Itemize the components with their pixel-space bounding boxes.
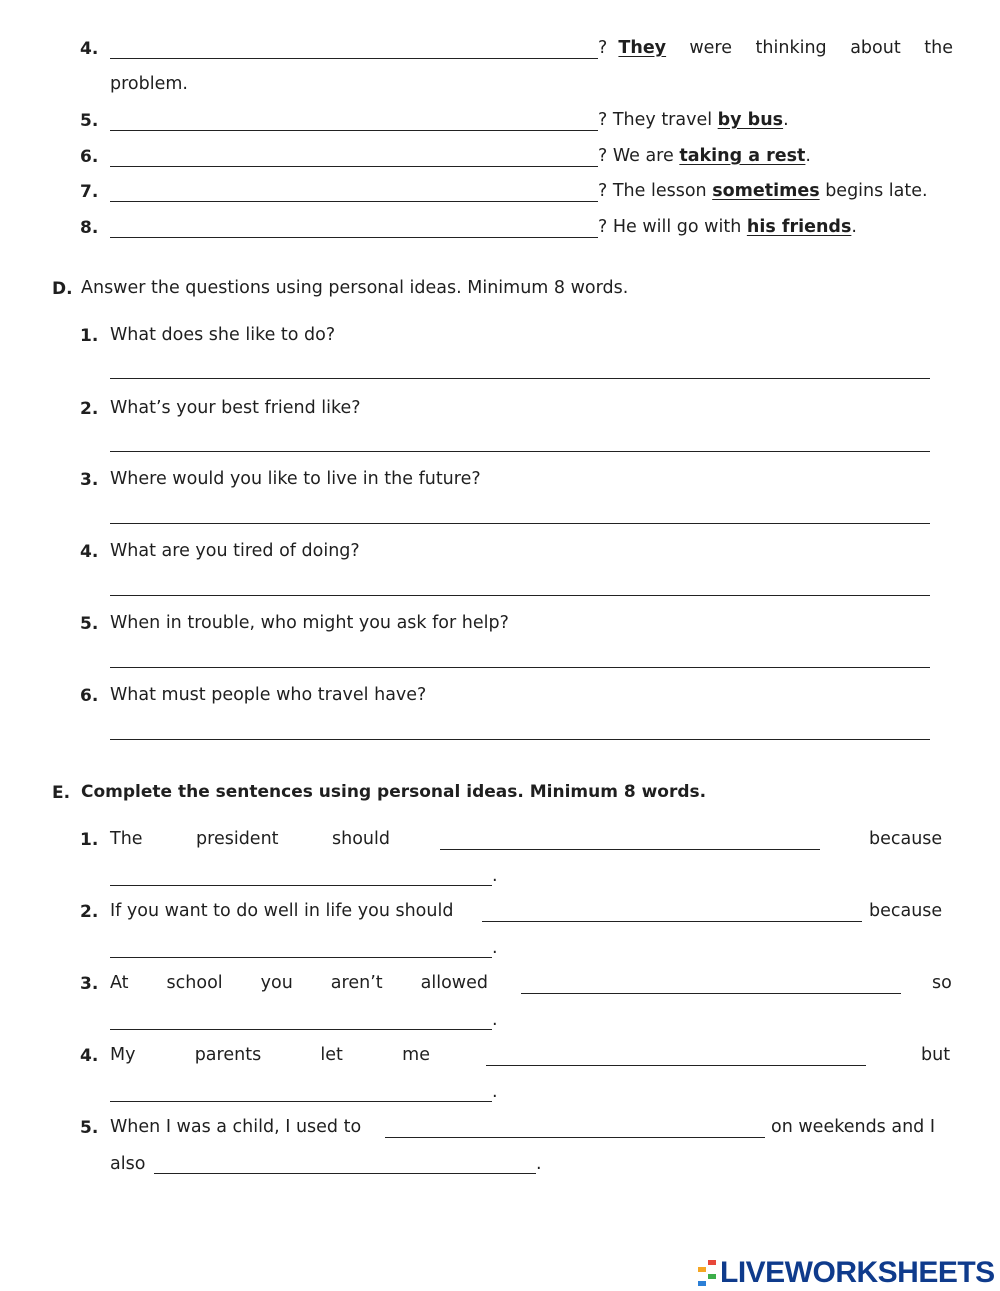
sentence-start: At school you aren’t allowed — [110, 973, 488, 993]
answer-blank[interactable] — [154, 1173, 536, 1174]
item-number: 4. — [80, 1046, 99, 1066]
keyword: his friends — [746, 217, 852, 237]
sentence-text: were thinking about the — [689, 38, 953, 58]
question-number: 3. — [80, 470, 99, 490]
answer-blank[interactable] — [110, 201, 598, 202]
period: . — [492, 1082, 498, 1102]
sentence-8: ? He will go with his friends. — [598, 217, 857, 237]
connector-word: on weekends and I — [771, 1117, 936, 1137]
sentence-4 — [598, 38, 953, 58]
liveworksheets-logo — [697, 1256, 995, 1290]
answer-blank[interactable] — [110, 130, 598, 131]
answer-blank[interactable] — [110, 237, 598, 238]
answer-line[interactable] — [110, 451, 930, 452]
keyword: sometimes — [712, 181, 820, 201]
connector-word: because — [869, 829, 943, 849]
sentence-6: ? We are taking a rest. — [598, 146, 811, 166]
section-instruction: Complete the sentences using personal ideas. Minimum 8 words. — [81, 782, 707, 802]
item-number: 8. — [80, 218, 99, 238]
question-mark: ? They — [598, 38, 667, 58]
answer-blank[interactable] — [110, 1029, 492, 1030]
connector-word: so — [932, 973, 952, 993]
item-number: 5. — [80, 111, 99, 131]
keyword: They — [618, 38, 667, 58]
answer-blank[interactable] — [110, 58, 598, 59]
question-number: 1. — [80, 326, 99, 346]
section-instruction: Answer the questions using personal ideas. Minimum 8 words. — [81, 278, 629, 298]
connector-word: because — [869, 901, 943, 921]
section-letter: E. — [52, 783, 71, 803]
answer-line[interactable] — [110, 378, 930, 379]
question-number: 6. — [80, 686, 99, 706]
answer-blank[interactable] — [110, 957, 492, 958]
logo-icon — [697, 1259, 717, 1287]
answer-blank[interactable] — [440, 849, 820, 850]
question-text: What must people who travel have? — [110, 685, 427, 705]
question-text: When in trouble, who might you ask for help? — [110, 613, 509, 633]
sentence-start: When I was a child, I used to — [110, 1117, 362, 1137]
answer-blank[interactable] — [486, 1065, 866, 1066]
item-number: 1. — [80, 830, 99, 850]
question-number: 4. — [80, 542, 99, 562]
question-text: What are you tired of doing? — [110, 541, 360, 561]
question-text: What’s your best friend like? — [110, 398, 361, 418]
answer-line[interactable] — [110, 595, 930, 596]
item-number: 5. — [80, 1118, 99, 1138]
question-number: 2. — [80, 399, 99, 419]
sentence-continuation: also — [110, 1154, 146, 1174]
question-number: 5. — [80, 614, 99, 634]
answer-line[interactable] — [110, 739, 930, 740]
question-text: What does she like to do? — [110, 325, 336, 345]
item-number: 4. — [80, 39, 99, 59]
answer-line[interactable] — [110, 667, 930, 668]
answer-blank[interactable] — [110, 885, 492, 886]
item-number: 7. — [80, 182, 99, 202]
period: . — [492, 866, 498, 886]
item-number: 3. — [80, 974, 99, 994]
sentence-start: My parents let me — [110, 1045, 430, 1065]
period: . — [492, 1010, 498, 1030]
keyword: taking a rest — [679, 146, 806, 166]
keyword: by bus — [717, 110, 784, 130]
answer-blank[interactable] — [110, 1101, 492, 1102]
question-text: Where would you like to live in the future? — [110, 469, 481, 489]
sentence-start: If you want to do well in life you should — [110, 901, 454, 921]
logo-text: LIVEWORKSHEETS — [720, 1256, 995, 1289]
answer-blank[interactable] — [521, 993, 901, 994]
connector-word: but — [921, 1045, 951, 1065]
answer-blank[interactable] — [110, 166, 598, 167]
section-letter: D. — [52, 279, 73, 299]
answer-blank[interactable] — [482, 921, 862, 922]
item-number: 6. — [80, 147, 99, 167]
period: . — [492, 938, 498, 958]
sentence-continuation: problem. — [110, 74, 188, 94]
answer-line[interactable] — [110, 523, 930, 524]
answer-blank[interactable] — [385, 1137, 765, 1138]
sentence-7: ? The lesson sometimes begins late. — [598, 181, 928, 201]
item-number: 2. — [80, 902, 99, 922]
sentence-5: ? They travel by bus. — [598, 110, 789, 130]
period: . — [536, 1154, 542, 1174]
sentence-start: The president should — [110, 829, 390, 849]
